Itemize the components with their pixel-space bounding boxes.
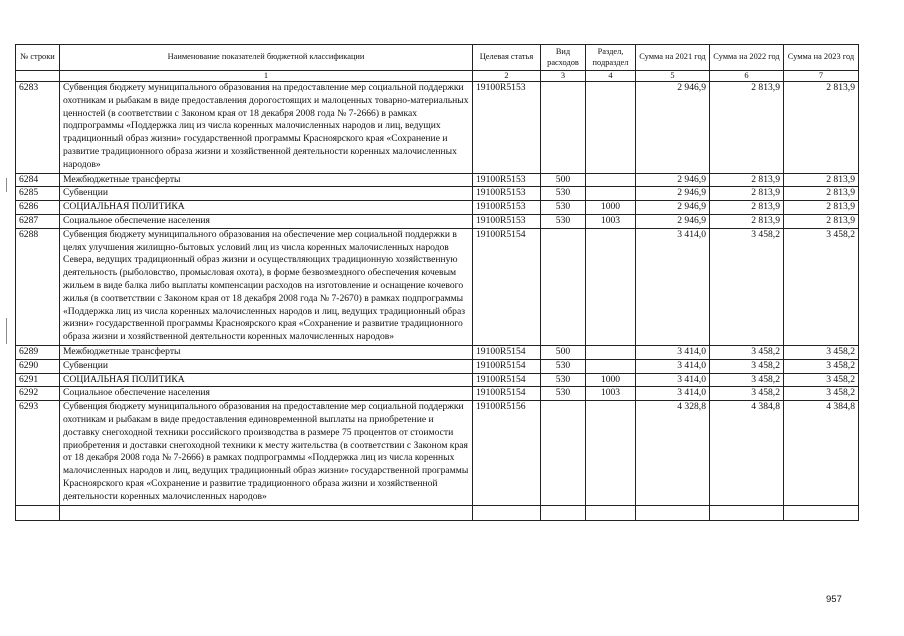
header-sum-2021: Сумма на 2021 год: [636, 45, 710, 71]
row-section: [586, 82, 636, 174]
row-sum-2022: 3 458,2: [710, 345, 784, 359]
row-section: [586, 345, 636, 359]
row-exp-type: [541, 228, 586, 345]
blank-cell: [586, 505, 636, 520]
row-sum-2023: 2 813,9: [784, 214, 859, 228]
row-number: 6292: [16, 387, 60, 401]
row-number: 6289: [16, 345, 60, 359]
row-section: 1000: [586, 373, 636, 387]
column-number: 2: [473, 71, 541, 82]
row-section: 1003: [586, 387, 636, 401]
row-exp-type: 530: [541, 187, 586, 201]
row-sum-2023: 4 384,8: [784, 401, 859, 505]
row-number: 6285: [16, 187, 60, 201]
row-sum-2023: 3 458,2: [784, 387, 859, 401]
row-sum-2021: 2 946,9: [636, 187, 710, 201]
blank-cell: [16, 505, 60, 520]
row-section: 1000: [586, 201, 636, 215]
blank-cell: [60, 505, 473, 520]
row-sum-2021: 2 946,9: [636, 173, 710, 187]
row-sum-2021: 3 414,0: [636, 387, 710, 401]
table-row: [16, 173, 859, 187]
column-number: 7: [784, 71, 859, 82]
row-sum-2022: 2 813,9: [710, 173, 784, 187]
row-section: 1003: [586, 214, 636, 228]
row-name: Субвенции: [60, 187, 473, 201]
page-number: 957: [826, 594, 842, 605]
row-section: [586, 228, 636, 345]
column-number: 4: [586, 71, 636, 82]
header-section: Раздел, подраздел: [586, 45, 636, 71]
row-sum-2022: 2 813,9: [710, 187, 784, 201]
table-row: [16, 345, 859, 359]
row-target: 19100R5154: [473, 345, 541, 359]
row-target: 19100R5156: [473, 401, 541, 505]
row-sum-2021: 2 946,9: [636, 201, 710, 215]
budget-table: [15, 44, 859, 521]
header-row-no: № строки: [16, 45, 60, 71]
row-name: СОЦИАЛЬНАЯ ПОЛИТИКА: [60, 373, 473, 387]
row-section: [586, 359, 636, 373]
row-target: 19100R5153: [473, 201, 541, 215]
row-number: 6283: [16, 82, 60, 174]
row-sum-2022: 3 458,2: [710, 359, 784, 373]
row-number: 6291: [16, 373, 60, 387]
row-section: [586, 401, 636, 505]
row-target: 19100R5153: [473, 187, 541, 201]
row-number: 6286: [16, 201, 60, 215]
table-row: [16, 201, 859, 215]
row-sum-2021: 4 328,8: [636, 401, 710, 505]
row-target: 19100R5153: [473, 214, 541, 228]
row-sum-2023: 2 813,9: [784, 187, 859, 201]
row-sum-2021: 3 414,0: [636, 345, 710, 359]
column-number: 5: [636, 71, 710, 82]
row-number: 6284: [16, 173, 60, 187]
row-name: СОЦИАЛЬНАЯ ПОЛИТИКА: [60, 201, 473, 215]
blank-cell: [473, 505, 541, 520]
row-target: 19100R5154: [473, 373, 541, 387]
column-number: 1: [60, 71, 473, 82]
header-sum-2023: Сумма на 2023 год: [784, 45, 859, 71]
table-row: [16, 82, 859, 174]
scan-edge-mark: [6, 318, 7, 344]
table-row: [16, 373, 859, 387]
row-exp-type: 530: [541, 201, 586, 215]
row-name: Социальное обеспечение населения: [60, 387, 473, 401]
row-section: [586, 187, 636, 201]
row-exp-type: 500: [541, 345, 586, 359]
row-sum-2023: 2 813,9: [784, 173, 859, 187]
row-number: 6290: [16, 359, 60, 373]
table-row: [16, 401, 859, 505]
row-name: Межбюджетные трансферты: [60, 345, 473, 359]
row-sum-2023: 2 813,9: [784, 201, 859, 215]
row-number: 6288: [16, 228, 60, 345]
row-sum-2023: 2 813,9: [784, 82, 859, 174]
header-row: [16, 45, 859, 71]
row-target: 19100R5153: [473, 82, 541, 174]
row-exp-type: [541, 401, 586, 505]
row-number: 6287: [16, 214, 60, 228]
row-target: 19100R5154: [473, 387, 541, 401]
row-sum-2022: 3 458,2: [710, 228, 784, 345]
row-sum-2022: 3 458,2: [710, 373, 784, 387]
row-name: Субвенция бюджету муниципального образования на предоставление мер социальной поддержки охотникам и рыбакам в виде предоставления дорогостоящих и малоценных товарно-материальных ценностей (в соответствии с Законом края от 18 декабря 2008 года № 7-2666) в рамках подпрограммы «Поддержка лиц из числа коренных малочисленных народов и лиц, ведущих традиционный образ жизни» государственной программы Красноярского края «Сохранение и развитие традиционного образа жизни и хозяйственной деятельности коренных малочисленных народов»: [60, 82, 473, 174]
row-sum-2021: 2 946,9: [636, 214, 710, 228]
row-target: 19100R5153: [473, 173, 541, 187]
row-sum-2021: 3 414,0: [636, 373, 710, 387]
row-name: Субвенция бюджету муниципального образования на обеспечение мер социальной поддержки в целях улучшения жилищно-бытовых условий лиц из числа коренных малочисленных народов Севера, ведущих традиционный образ жизни и осуществляющих традиционную хозяйственную деятельность (рыболовство, промысловая охота), в форме безвозмездного обеспечения кочевым жильем в виде балка либо выплаты компенсации расходов на изготовление и оснащение кочевого жилья (в соответствии с Законом края от 18 декабря 2008 года № 7-2670) в рамках подпрограммы «Поддержка лиц из числа коренных малочисленных народов и лиц, ведущих традиционный образ жизни» государственной программы Красноярского края «Сохранение и развитие традиционного образа жизни и хозяйственной деятельности коренных малочисленных народов»: [60, 228, 473, 345]
table-row: [16, 387, 859, 401]
row-exp-type: [541, 82, 586, 174]
row-sum-2023: 3 458,2: [784, 345, 859, 359]
column-number-row: [16, 71, 859, 82]
row-sum-2023: 3 458,2: [784, 359, 859, 373]
row-name: Субвенция бюджету муниципального образования на предоставление мер социальной поддержки охотникам и рыбакам в виде предоставления единовременной выплаты на приобретение и доставку снегоходной техники российского производства в размере 75 процентов от стоимости приобретения и доставки снегоходной техники к месту жительства (в соответствии с Законом края от 18 декабря 2008 года № 7-2666) в рамках подпрограммы «Поддержка лиц из числа коренных малочисленных народов и лиц, ведущих традиционный образ жизни» государственной программы Красноярского края «Сохранение и развитие традиционного образа жизни и хозяйственной деятельности коренных малочисленных народов»: [60, 401, 473, 505]
row-sum-2023: 3 458,2: [784, 228, 859, 345]
row-exp-type: 530: [541, 387, 586, 401]
row-sum-2021: 3 414,0: [636, 359, 710, 373]
table-row: [16, 228, 859, 345]
row-sum-2022: 2 813,9: [710, 214, 784, 228]
row-exp-type: 530: [541, 214, 586, 228]
row-section: [586, 173, 636, 187]
row-sum-2022: 4 384,8: [710, 401, 784, 505]
row-name: Межбюджетные трансферты: [60, 173, 473, 187]
row-target: 19100R5154: [473, 228, 541, 345]
row-exp-type: 530: [541, 359, 586, 373]
row-exp-type: 530: [541, 373, 586, 387]
blank-table-row: [16, 505, 859, 520]
row-sum-2023: 3 458,2: [784, 373, 859, 387]
header-sum-2022: Сумма на 2022 год: [710, 45, 784, 71]
scan-edge-mark: [6, 178, 7, 192]
header-target: Целевая статья: [473, 45, 541, 71]
row-number: 6293: [16, 401, 60, 505]
row-name: Социальное обеспечение населения: [60, 214, 473, 228]
row-sum-2021: 3 414,0: [636, 228, 710, 345]
column-number-blank: [16, 71, 60, 82]
row-target: 19100R5154: [473, 359, 541, 373]
row-sum-2021: 2 946,9: [636, 82, 710, 174]
row-exp-type: 500: [541, 173, 586, 187]
row-name: Субвенции: [60, 359, 473, 373]
header-exp-type: Вид расходов: [541, 45, 586, 71]
blank-cell: [784, 505, 859, 520]
row-sum-2022: 3 458,2: [710, 387, 784, 401]
row-sum-2022: 2 813,9: [710, 82, 784, 174]
table-row: [16, 359, 859, 373]
table-row: [16, 187, 859, 201]
budget-sheet: [15, 44, 858, 521]
blank-cell: [710, 505, 784, 520]
table-row: [16, 214, 859, 228]
row-sum-2022: 2 813,9: [710, 201, 784, 215]
blank-cell: [636, 505, 710, 520]
header-name: Наименование показателей бюджетной классификации: [60, 45, 473, 71]
blank-cell: [541, 505, 586, 520]
column-number: 3: [541, 71, 586, 82]
column-number: 6: [710, 71, 784, 82]
